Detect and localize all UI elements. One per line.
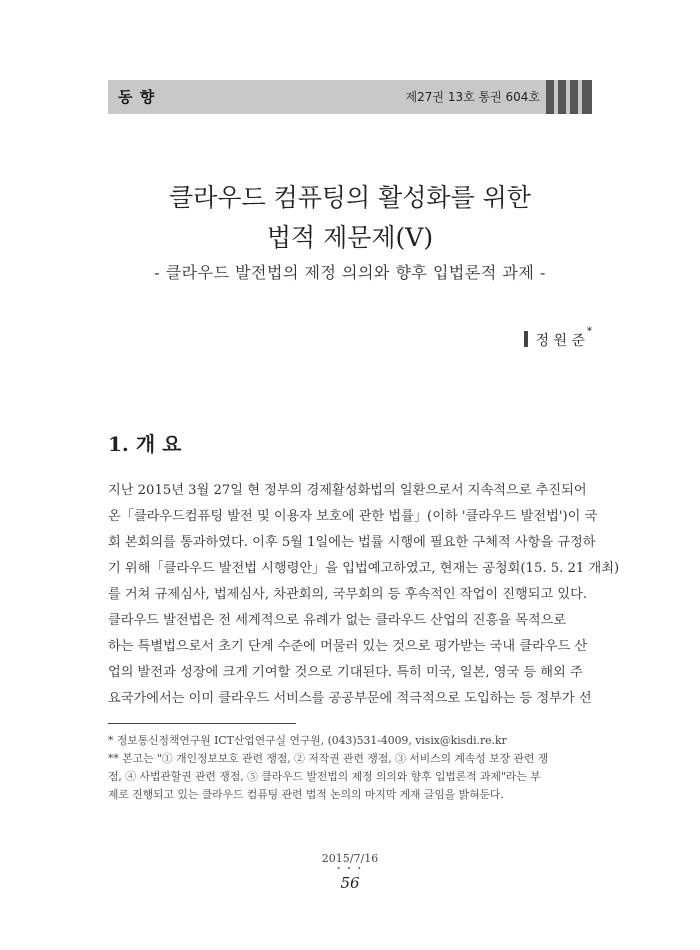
issue-info: 제27권 13호 통권 604호 bbox=[405, 90, 540, 104]
body-line-7: 하는 특별법으로서 초기 단계 수준에 머물러 있는 것으로 평가받는 국내 클라우드 산 bbox=[108, 639, 588, 654]
article-title-line2: 법적 제문제(Ⅴ) bbox=[266, 223, 434, 252]
body-line-9: 요국가에서는 이미 클라우드 서비스를 공공부문에 적극적으로 도입하는 등 정부가 선 bbox=[108, 691, 592, 706]
body-line-6: 클라우드 발전법은 전 세계적으로 유례가 없는 클라우드 산업의 진흥을 목적으로 bbox=[108, 613, 567, 628]
body-line-2: 온「클라우드컴퓨팅 발전 및 이용자 보호에 관한 법률」(이하 '클라우드 발전법')이 국 bbox=[108, 509, 598, 524]
section-label: 동 향 bbox=[118, 88, 156, 106]
footnote-2: ** 본고는 "① 개인정보보호 관련 쟁점, ② 저작권 관련 쟁점, ③ 서비스의 계속성 보장 관련 쟁 bbox=[108, 752, 549, 765]
section-heading: 1. 개 요 bbox=[108, 432, 182, 456]
author-footnote-mark: * bbox=[587, 326, 592, 337]
body-line-8: 업의 발전과 성장에 크게 기여할 것으로 기대된다. 특히 미국, 일본, 영국 등 해외 주 bbox=[108, 665, 583, 680]
author-marker bbox=[524, 331, 528, 347]
footnote-1: * 정보통신정책연구원 ICT산업연구실 연구원, (043)531-4009, visix@kisdi.re.kr bbox=[108, 734, 507, 747]
header-decoration-bars bbox=[546, 80, 592, 114]
author-byline bbox=[524, 326, 592, 350]
article-subtitle: - 클라우드 발전법의 제정 의의와 향후 입법론적 과제 - bbox=[154, 263, 546, 282]
body-line-1: 지난 2015년 3월 27일 현 정부의 경제활성화법의 일환으로서 지속적으로 추진되어 bbox=[108, 483, 587, 498]
footer-dots: • • • bbox=[336, 865, 364, 873]
footnote-2-cont: 점, ④ 사법관할권 관련 쟁점, ⑤ 클라우드 발전법의 제정 의의와 향후 입법론적 과제"라는 부 bbox=[108, 770, 541, 783]
page-number: 56 bbox=[340, 874, 360, 892]
body-line-5: 를 거쳐 규제심사, 법제심사, 차관회의, 국무회의 등 후속적인 작업이 진행되고 있다. bbox=[108, 587, 588, 602]
body-line-4: 기 위해「클라우드 발전법 시행령안」을 입법예고하였고, 현재는 공청회(15. 5. 21 개최) bbox=[108, 561, 620, 576]
header-band bbox=[108, 80, 592, 114]
footer-date: 2015/7/16 bbox=[321, 852, 379, 865]
footnote-2-end: 제로 진행되고 있는 클라우드 컴퓨팅 관련 법적 논의의 마지막 게재 글임을 밝혀둔다. bbox=[108, 788, 504, 801]
author-name: 정 원 준 bbox=[535, 333, 585, 349]
body-line-3: 회 본회의를 통과하였다. 이후 5월 1일에는 법률 시행에 필요한 구체적 사항을 규정하 bbox=[108, 535, 596, 550]
article-title-line1: 클라우드 컴퓨팅의 활성화를 위한 bbox=[169, 183, 531, 212]
footnote-divider bbox=[108, 723, 296, 724]
